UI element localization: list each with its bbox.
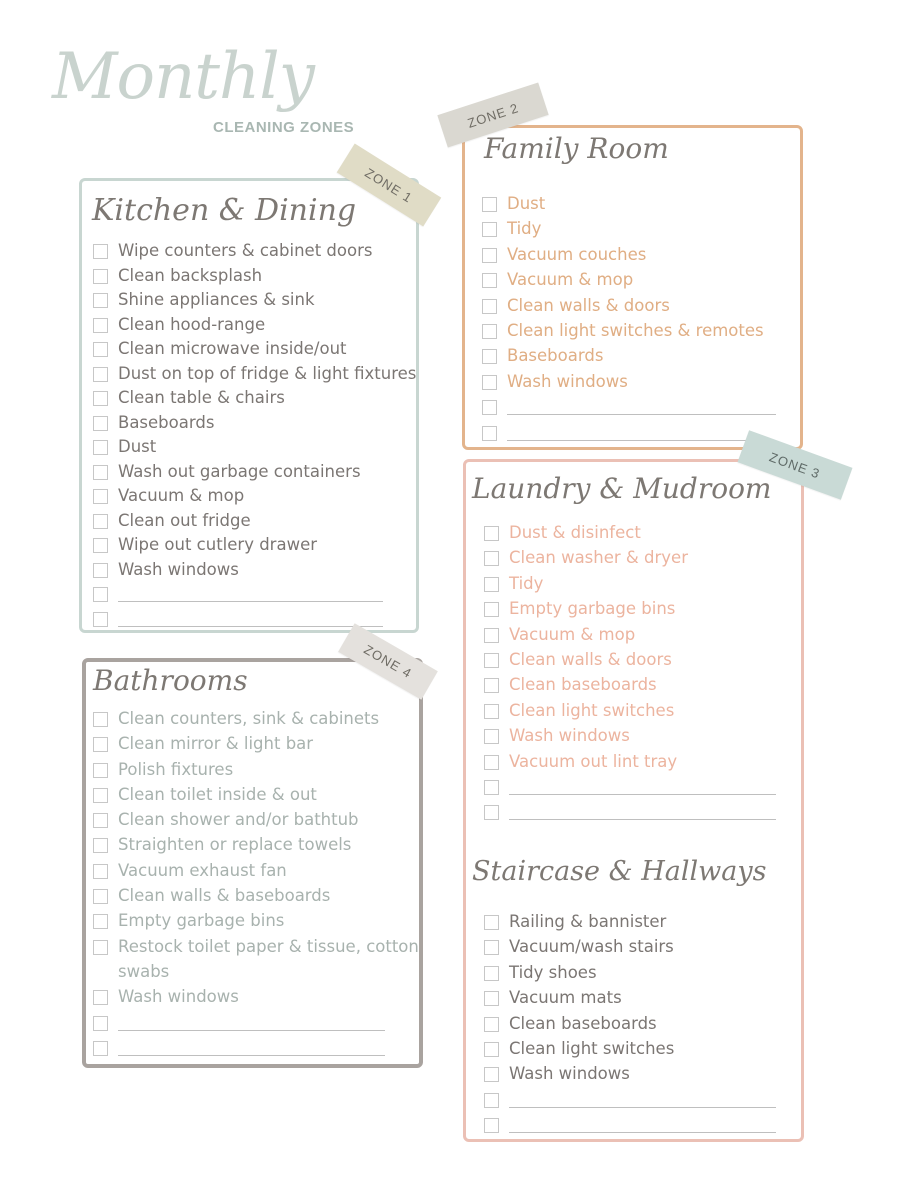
- write-in-line[interactable]: [507, 440, 776, 441]
- checklist-item-label: Clean shower and/or bathtub: [118, 810, 359, 830]
- checklist-item-label: Vacuum & mop: [509, 624, 636, 644]
- checklist-item-label: Shine appliances & sink: [118, 290, 315, 309]
- checklist-item-label: Clean walls & baseboards: [118, 886, 331, 906]
- checklist-item-label: Wash windows: [507, 371, 628, 391]
- checklist-item-label: Restock toilet paper & tissue, cotton: [118, 936, 419, 956]
- checklist-item-label: Clean counters, sink & cabinets: [118, 709, 380, 728]
- write-in-line[interactable]: [507, 414, 776, 415]
- blank-checklist-item: [93, 584, 383, 609]
- checkbox[interactable]: [484, 577, 499, 592]
- blank-checklist-item: [482, 423, 776, 448]
- checkbox[interactable]: [93, 612, 108, 627]
- checklist-item-label: Tidy shoes: [509, 962, 597, 982]
- checklist-item-label: Wash windows: [118, 559, 239, 579]
- checkbox[interactable]: [484, 991, 499, 1006]
- zone-4-heading: Bathrooms: [93, 664, 248, 697]
- checkbox[interactable]: [93, 1016, 108, 1031]
- checkbox[interactable]: [93, 914, 108, 929]
- checkbox[interactable]: [484, 966, 499, 981]
- checkbox[interactable]: [484, 755, 499, 770]
- checklist-item-label: Vacuum & mop: [507, 270, 634, 290]
- checkbox[interactable]: [484, 1118, 499, 1133]
- checklist-item-label: swabs: [118, 961, 170, 981]
- checklist-item-label: Tidy: [509, 573, 544, 593]
- checklist-item: [93, 936, 419, 962]
- checklist-item: [93, 760, 385, 785]
- checklist-item: [484, 963, 776, 988]
- checklist-item: [93, 709, 385, 734]
- checklist-item-label: Baseboards: [118, 412, 215, 432]
- checkbox[interactable]: [93, 391, 108, 406]
- zone-4-checklist: [93, 709, 419, 1063]
- checklist-item: [484, 1039, 776, 1064]
- checklist-item-label: Clean mirror & light bar: [118, 734, 314, 754]
- zone-1-tape: ZONE 1: [337, 144, 442, 227]
- checkbox[interactable]: [484, 678, 499, 693]
- checkbox[interactable]: [484, 915, 499, 930]
- checklist-item-label: Empty garbage bins: [118, 911, 285, 931]
- checklist-item-label: Wipe counters & cabinet doors: [118, 241, 373, 260]
- zone-4-tape: ZONE 4: [338, 623, 438, 700]
- checkbox[interactable]: [484, 602, 499, 617]
- checklist-item: [484, 1014, 776, 1039]
- checklist-item: [93, 241, 383, 266]
- checklist-item: [93, 363, 417, 389]
- checkbox[interactable]: [93, 318, 108, 333]
- checklist-item-label: Tidy: [507, 219, 542, 239]
- checklist-item: [93, 388, 383, 413]
- checklist-item: [484, 650, 776, 675]
- checklist-item-label: Vacuum & mop: [118, 486, 245, 505]
- blank-checklist-item: [482, 397, 776, 422]
- checklist-item-label: Clean toilet inside & out: [118, 784, 317, 804]
- write-in-line[interactable]: [118, 1055, 385, 1056]
- checkbox[interactable]: [93, 244, 108, 259]
- checklist-item-label: Clean out fridge: [118, 510, 251, 530]
- checkbox[interactable]: [93, 538, 108, 553]
- checkbox[interactable]: [93, 813, 108, 828]
- zone-3-tape: ZONE 3: [738, 430, 853, 500]
- checkbox[interactable]: [482, 197, 497, 212]
- zone-1-heading: Kitchen & Dining: [92, 193, 357, 228]
- checkbox[interactable]: [484, 940, 499, 955]
- checkbox[interactable]: [93, 864, 108, 879]
- checkbox[interactable]: [484, 551, 499, 566]
- checklist-item-label: Clean baseboards: [509, 1013, 657, 1033]
- checkbox[interactable]: [93, 889, 108, 904]
- checklist-item: [93, 290, 383, 315]
- checklist-item: [93, 734, 385, 759]
- checklist-item-label: Vacuum couches: [507, 244, 647, 264]
- checkbox[interactable]: [93, 342, 108, 357]
- checkbox[interactable]: [484, 729, 499, 744]
- checklist-item-label: Vacuum mats: [509, 988, 622, 1008]
- checklist-item: [93, 462, 383, 487]
- checkbox[interactable]: [482, 324, 497, 339]
- zone-3-heading: Laundry & Mudroom: [472, 472, 772, 505]
- write-in-line[interactable]: [509, 819, 776, 820]
- checkbox[interactable]: [484, 1093, 499, 1108]
- checklist-item-label: Vacuum/wash stairs: [509, 937, 674, 957]
- checklist-item: [93, 835, 385, 860]
- zone-2-heading: Family Room: [484, 132, 669, 165]
- checklist-item: [484, 912, 776, 937]
- checklist-item: [93, 987, 385, 1012]
- checkbox[interactable]: [482, 400, 497, 415]
- checklist-item: [93, 911, 385, 936]
- checklist-item-label: Vacuum exhaust fan: [118, 860, 287, 880]
- checklist-item: [482, 296, 776, 321]
- checklist-item: [93, 535, 383, 560]
- checklist-item-label: Wash windows: [509, 1064, 630, 1084]
- checklist-item: [93, 315, 383, 340]
- checklist-item: [484, 625, 776, 650]
- write-in-line[interactable]: [118, 601, 383, 602]
- checkbox[interactable]: [93, 587, 108, 602]
- checklist-item: [484, 574, 776, 599]
- checklist-item-label: Dust on top of fridge & light fixtures: [118, 363, 417, 383]
- checkbox[interactable]: [93, 788, 108, 803]
- write-in-line[interactable]: [509, 1107, 776, 1108]
- checkbox[interactable]: [93, 440, 108, 455]
- zone-3-checklist: [484, 523, 776, 828]
- checklist-item: [93, 810, 385, 835]
- checkbox[interactable]: [482, 349, 497, 364]
- checklist-item-label: Baseboards: [507, 346, 604, 366]
- checklist-item: [484, 523, 776, 548]
- checklist-item-label: Wash out garbage containers: [118, 461, 361, 481]
- checklist-item: [93, 560, 383, 585]
- staircase-checklist: [484, 912, 776, 1141]
- checklist-item: [93, 785, 385, 810]
- checklist-item: [484, 726, 776, 751]
- blank-checklist-item: [484, 1115, 776, 1140]
- checkbox[interactable]: [482, 299, 497, 314]
- checkbox[interactable]: [484, 805, 499, 820]
- checklist-item-label: Clean backsplash: [118, 265, 263, 285]
- checklist-item: [484, 937, 776, 962]
- blank-checklist-item: [93, 1013, 385, 1038]
- checklist-item-label: Clean walls & doors: [507, 295, 670, 315]
- checkbox[interactable]: [482, 222, 497, 237]
- checklist-item-label: Wipe out cutlery drawer: [118, 535, 317, 554]
- write-in-line[interactable]: [509, 794, 776, 795]
- checkbox[interactable]: [93, 416, 108, 431]
- checklist-item-label: Straighten or replace towels: [118, 835, 352, 855]
- staircase-heading: Staircase & Hallways: [472, 856, 767, 887]
- checkbox[interactable]: [484, 526, 499, 541]
- checkbox[interactable]: [482, 426, 497, 441]
- zone-2-checklist: [482, 194, 776, 448]
- checkbox[interactable]: [93, 737, 108, 752]
- page-title: Monthly: [52, 40, 314, 114]
- checklist-item: [482, 270, 776, 295]
- checklist-item-label: Polish fixtures: [118, 759, 234, 779]
- checklist-item-label: Clean light switches: [509, 1038, 675, 1058]
- checklist-item: [93, 886, 385, 911]
- checklist-item-label: Clean light switches: [509, 700, 675, 720]
- blank-checklist-item: [484, 802, 776, 827]
- checkbox[interactable]: [93, 838, 108, 853]
- checkbox[interactable]: [484, 628, 499, 643]
- checklist-item: [484, 1064, 776, 1089]
- checklist-item: [93, 266, 383, 291]
- checkbox[interactable]: [93, 489, 108, 504]
- checklist-item-label: Clean microwave inside/out: [118, 339, 347, 358]
- blank-checklist-item: [484, 777, 776, 802]
- checkbox[interactable]: [93, 367, 108, 382]
- checklist-item: [93, 437, 383, 462]
- checklist-item: [484, 701, 776, 726]
- checklist-item: [484, 988, 776, 1013]
- checkbox[interactable]: [484, 653, 499, 668]
- checklist-item: [93, 511, 383, 536]
- checklist-item-label: Dust: [118, 437, 157, 456]
- checklist-item: [484, 675, 776, 700]
- checklist-item-label: Dust & disinfect: [509, 523, 641, 542]
- checklist-item: [93, 339, 383, 364]
- checklist-item-label: Clean baseboards: [509, 675, 657, 695]
- checklist-item: [484, 548, 776, 573]
- checklist-item-label: Wash windows: [118, 987, 239, 1007]
- checkbox[interactable]: [93, 940, 108, 955]
- blank-checklist-item: [93, 1038, 385, 1063]
- zone-1-checklist: [93, 241, 417, 633]
- checkbox[interactable]: [93, 990, 108, 1005]
- checklist-item-label: Clean hood-range: [118, 314, 266, 334]
- checklist-item: [482, 321, 776, 346]
- checklist-item: [482, 245, 776, 270]
- blank-checklist-item: [484, 1090, 776, 1115]
- checklist-item: [93, 962, 385, 987]
- checkbox[interactable]: [93, 712, 108, 727]
- checklist-item-label: Railing & bannister: [509, 912, 667, 931]
- checkbox[interactable]: [93, 465, 108, 480]
- checkbox[interactable]: [93, 293, 108, 308]
- checkbox[interactable]: [484, 1017, 499, 1032]
- checklist-item-label: Clean light switches & remotes: [507, 320, 764, 340]
- checklist-item-label: Empty garbage bins: [509, 599, 676, 619]
- checklist-item: [482, 346, 776, 371]
- checklist-item: [482, 372, 776, 397]
- blank-checklist-item: [93, 609, 383, 634]
- write-in-line[interactable]: [509, 1132, 776, 1133]
- checkbox[interactable]: [93, 1041, 108, 1056]
- checkbox[interactable]: [93, 514, 108, 529]
- checkbox[interactable]: [93, 763, 108, 778]
- zone-2-tape: ZONE 2: [437, 82, 548, 147]
- checklist-item-label: Clean washer & dryer: [509, 548, 688, 568]
- checkbox[interactable]: [93, 269, 108, 284]
- checklist-item: [482, 219, 776, 244]
- checklist-item: [484, 752, 776, 777]
- checklist-item: [93, 413, 383, 438]
- checklist-item-label: Clean walls & doors: [509, 649, 672, 669]
- write-in-line[interactable]: [118, 626, 383, 627]
- checkbox[interactable]: [482, 375, 497, 390]
- checklist-item: [484, 599, 776, 624]
- checkbox[interactable]: [482, 273, 497, 288]
- checklist-item: [93, 861, 385, 886]
- checkbox[interactable]: [484, 704, 499, 719]
- checkbox[interactable]: [93, 563, 108, 578]
- write-in-line[interactable]: [118, 1030, 385, 1031]
- checkbox[interactable]: [482, 248, 497, 263]
- checkbox[interactable]: [484, 1067, 499, 1082]
- checklist-item-label: Wash windows: [509, 726, 630, 746]
- checklist-item-label: Clean table & chairs: [118, 388, 285, 407]
- checklist-item-label: Vacuum out lint tray: [509, 751, 678, 771]
- checklist-item: [482, 194, 776, 219]
- checkbox[interactable]: [484, 780, 499, 795]
- checklist-item-label: Dust: [507, 194, 546, 213]
- page-subtitle: CLEANING ZONES: [213, 119, 355, 136]
- checklist-item: [93, 486, 383, 511]
- checkbox[interactable]: [484, 1042, 499, 1057]
